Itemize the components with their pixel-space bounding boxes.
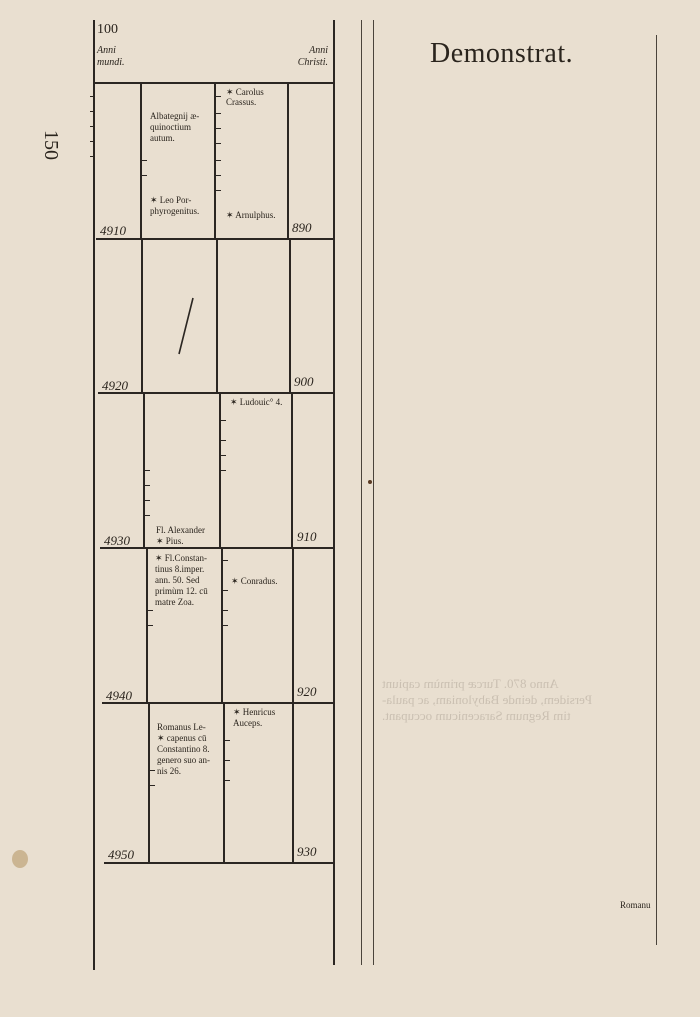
block1-col3-bottom-line1: ✶ Arnulphus.: [226, 210, 276, 220]
year-tick: [145, 515, 150, 516]
col-line-c1: [287, 84, 289, 238]
year-tick: [223, 560, 228, 561]
right-page-title: Demonstrat.: [430, 38, 574, 69]
year-tick: [145, 470, 150, 471]
year-tick: [225, 760, 230, 761]
col-line-c2: [289, 240, 291, 392]
col-line-a5: [148, 704, 150, 862]
block3-col2-bottom-line1: Fl. Alexander: [156, 525, 205, 535]
block2-anni-christi: 900: [294, 374, 314, 389]
year-tick: [225, 780, 230, 781]
year-tick: [150, 785, 155, 786]
col-line-c4: [292, 549, 294, 702]
year-tick: [223, 625, 228, 626]
bleed-through-line-3: tim Regnum Saracenicum occupant.: [382, 708, 571, 723]
year-tick: [90, 156, 95, 157]
year-tick: [142, 160, 147, 161]
block1-col2-line2: quinoctium: [150, 122, 191, 132]
gutter-line-right: [373, 20, 374, 965]
block4-col2-line1: ✶ Fl.Constan-: [155, 553, 208, 563]
right-frame-line: [333, 20, 335, 965]
year-tick: [223, 590, 228, 591]
block1-col2-bottom-line2: phyrogenitus.: [150, 206, 200, 216]
year-tick: [148, 625, 153, 626]
block4-col2-line3: ann. 50. Sed: [155, 575, 200, 585]
year-tick: [216, 190, 221, 191]
gutter-line-left: [361, 20, 362, 965]
pen-stroke: [175, 296, 197, 358]
block4-col2-line4: primùm 12. cū: [155, 586, 208, 596]
block3-col2-bottom-line2: ✶ Pius.: [156, 536, 184, 546]
block-rule-1: [96, 238, 333, 240]
col-line-a2: [141, 240, 143, 392]
block4-col2-line5: matre Zoa.: [155, 597, 194, 607]
block3-anni-christi: 910: [297, 529, 317, 544]
year-tick: [216, 175, 221, 176]
block5-anni-mundi: 4950: [108, 847, 134, 862]
year-tick: [90, 126, 95, 127]
block1-col2-line3: autum.: [150, 133, 175, 143]
header-anni-mundi-text: Anni mundi.: [97, 45, 125, 68]
block5-anni-christi: 930: [297, 844, 317, 859]
block1-col3-line1: ✶ Carolus: [226, 87, 264, 97]
block-rule-3: [100, 547, 333, 549]
block5-col2-line2: ✶ capenus cū: [157, 733, 207, 743]
block4-col2-line2: tinus 8.imper.: [155, 564, 205, 574]
block5-col2-line3: Constantino 8.: [157, 744, 210, 754]
header-anni-christi-text: Anni Christi.: [297, 45, 328, 68]
margin-handwritten-mark: 150: [40, 130, 62, 160]
bleed-through-line-1: Anno 870. Turcæ primùm capiunt: [382, 676, 559, 691]
block1-col2-line1: Albategnij æ-: [150, 111, 200, 121]
block5-col3-line2: Auceps.: [233, 718, 263, 728]
year-tick: [216, 113, 221, 114]
col-line-b1: [214, 84, 216, 238]
header-anni-mundi: [97, 45, 137, 69]
block1-col3-line2: Crassus.: [226, 97, 257, 107]
block5-col2-line1: Romanus Le-: [157, 722, 206, 732]
ink-spot: [368, 480, 372, 484]
year-tick: [216, 128, 221, 129]
block4-col3-line1: ✶ Conradus.: [231, 576, 278, 586]
block1-anni-christi: 890: [292, 220, 312, 235]
catchword: Romanu: [620, 900, 651, 910]
year-tick: [221, 455, 226, 456]
page-number: 100: [97, 22, 118, 37]
block-rule-5: [104, 862, 333, 864]
year-tick: [221, 470, 226, 471]
block4-anni-mundi: 4940: [106, 688, 132, 703]
year-tick: [223, 610, 228, 611]
header-anni-christi: [288, 45, 328, 69]
year-tick: [142, 175, 147, 176]
block3-col3-line1: ✶ Ludouic° 4.: [230, 397, 283, 407]
year-tick: [150, 770, 155, 771]
block5-col2-line5: nis 26.: [157, 766, 182, 776]
year-tick: [216, 143, 221, 144]
bleed-through-line-2: Persidem, deinde Babyloniam, ac paula-: [382, 692, 593, 707]
block1-col2-bottom-line1: ✶ Leo Por-: [150, 195, 192, 205]
year-tick: [90, 96, 95, 97]
year-tick: [221, 440, 226, 441]
year-tick: [145, 500, 150, 501]
year-tick: [90, 141, 95, 142]
col-line-b5: [223, 704, 225, 862]
year-tick: [216, 96, 221, 97]
col-line-c3: [291, 394, 293, 547]
block5-col3-line1: ✶ Henricus: [233, 707, 276, 717]
block3-anni-mundi: 4930: [104, 533, 130, 548]
year-tick: [225, 740, 230, 741]
col-line-c5: [292, 704, 294, 862]
block1-anni-mundi: 4910: [100, 223, 126, 238]
block-rule-4: [102, 702, 333, 704]
col-line-a1: [140, 84, 142, 238]
col-line-b2: [216, 240, 218, 392]
year-tick: [221, 420, 226, 421]
paper-stain: [12, 850, 28, 868]
block-rule-2: [98, 392, 333, 394]
year-tick: [148, 610, 153, 611]
block5-col2-line4: genero suo an-: [157, 755, 210, 765]
left-frame-line: [93, 20, 95, 970]
right-page-edge-line: [656, 35, 657, 945]
year-tick: [145, 485, 150, 486]
block2-anni-mundi: 4920: [102, 378, 128, 393]
year-tick: [216, 160, 221, 161]
block4-anni-christi: 920: [297, 684, 317, 699]
year-tick: [90, 111, 95, 112]
